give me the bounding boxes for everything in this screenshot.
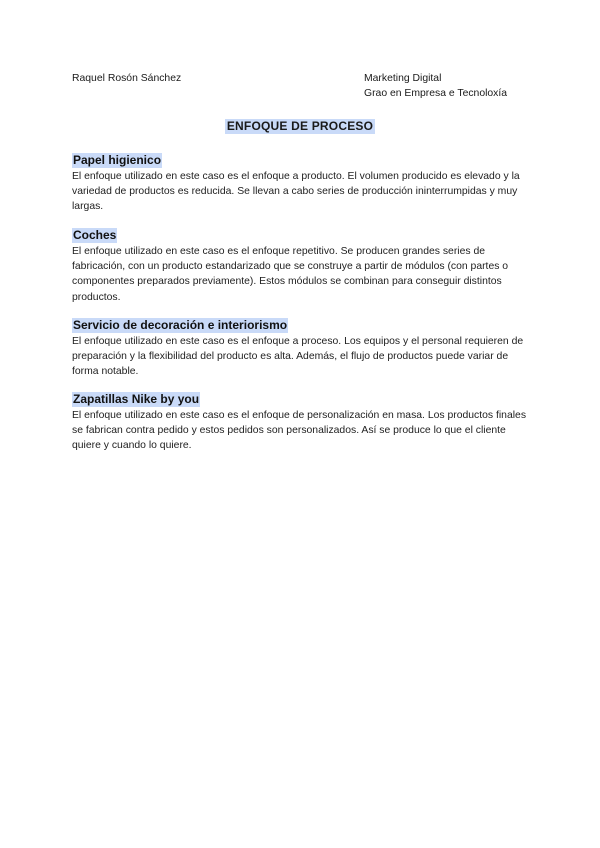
section-zapatillas — [72, 390, 532, 454]
section-decoracion — [72, 316, 532, 380]
document-title: ENFOQUE DE PROCESO — [226, 119, 374, 133]
title-container — [0, 117, 600, 135]
section-body: El enfoque utilizado en este caso es el enfoque a producto. El volumen producido es elevado y la variedad de productos es reducida. Se llevan a cabo series de producción ininterrumpidas y muy largas. — [72, 171, 520, 213]
section-heading: Papel higienico — [73, 153, 162, 167]
section-body: El enfoque utilizado en este caso es el enfoque de personalización en masa. Los productos finales se fabrican contra pedido y estos pedidos son personalizados. Así se produce lo que el cliente quiere y cuando lo quiere. — [72, 410, 527, 452]
section-heading: Coches — [73, 228, 117, 242]
section-body: El enfoque utilizado en este caso es el enfoque a proceso. Los equipos y el personal requieren de preparación y la flexibilidad del producto es alta. Además, el flujo de productos puede variar de forma notable. — [72, 336, 524, 378]
section-heading: Servicio de decoración e interiorismo — [73, 318, 288, 332]
section-coches — [72, 226, 532, 305]
course-info — [364, 71, 507, 101]
section-body: El enfoque utilizado en este caso es el enfoque repetitivo. Se producen grandes series de fabricación, con un producto estandarizado que se construye a partir de módulos (con partes o componentes preparados previamente). Estos módulos se combinan para conseguir distintos productos. — [72, 246, 509, 303]
subject-name: Marketing Digital — [364, 73, 442, 84]
degree-name: Grao en Empresa e Tecnoloxía — [364, 88, 508, 99]
section-papel-higienico — [72, 151, 532, 215]
section-heading: Zapatillas Nike by you — [73, 392, 200, 406]
author-name: Raquel Rosón Sánchez — [72, 73, 182, 84]
